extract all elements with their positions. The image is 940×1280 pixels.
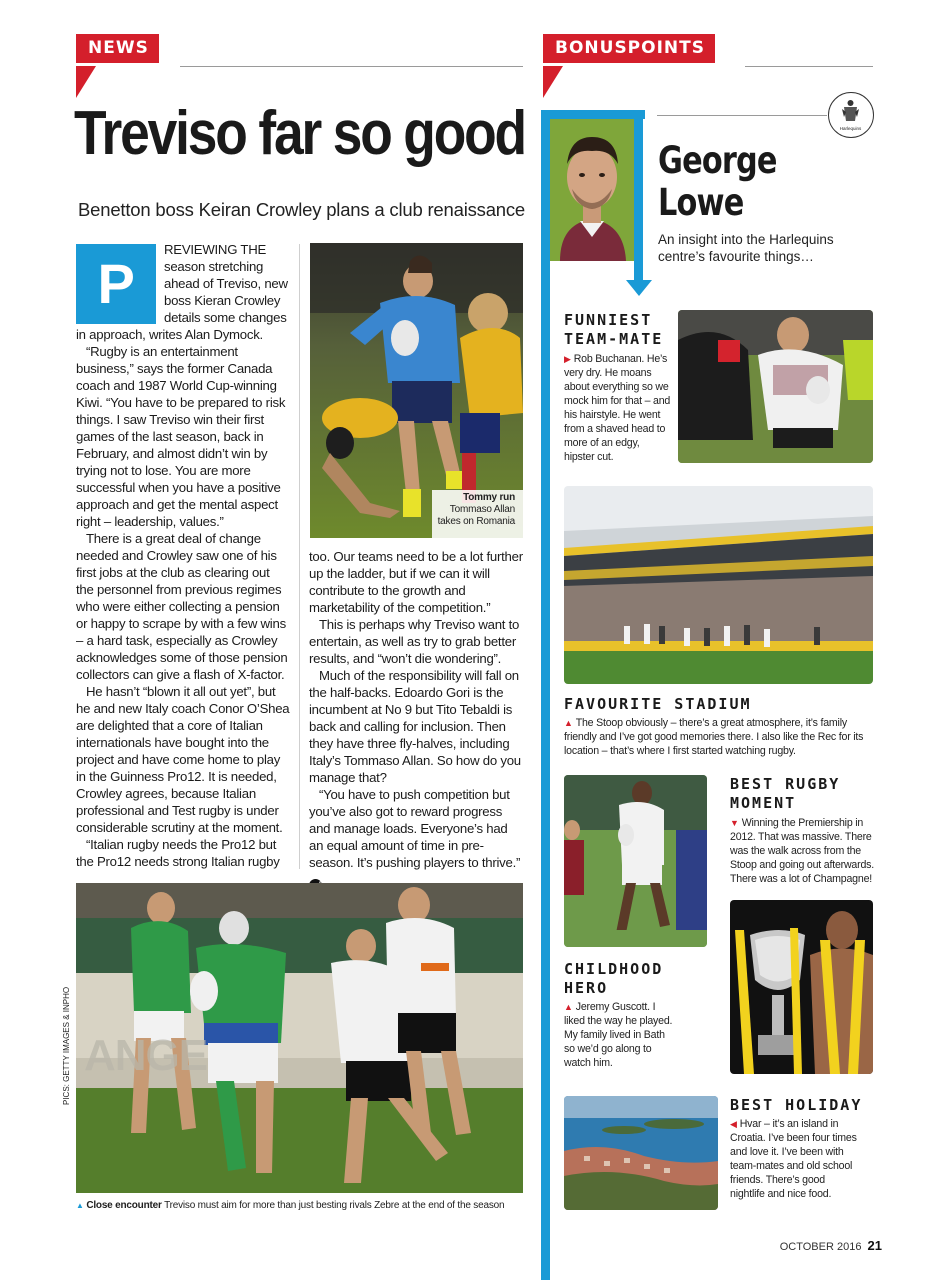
blue-vertical-bar — [541, 110, 550, 1280]
photo-tommaso-allan — [310, 243, 523, 538]
article-column-2 — [309, 548, 523, 892]
paragraph: too. Our teams need to be a lot further up the ladder, but if we can it will contribute to the growth and marketability of the competition.” — [309, 549, 523, 615]
fav-funniest-team-mate — [564, 311, 672, 464]
photo-jeremy-guscott — [564, 775, 707, 947]
bonus-tag: BONUSPOINTS — [543, 34, 715, 63]
bonus-rule — [745, 66, 873, 67]
photo-close-encounter — [76, 883, 523, 1193]
fav-text — [730, 1117, 862, 1201]
photo1-caption-line2: takes on Romania — [437, 516, 515, 527]
fav-text — [730, 816, 875, 886]
fav-text-body: Jeremy Guscott. I liked the way he played. My family lived in Bath so we’d go along to watch him. — [564, 1001, 673, 1069]
paragraph: Much of the responsibility will fall on the half-backs. Edoardo Gori is the incumbent at No 9 but Tito Tebaldi is back and calling for inclusion. Then they have three fly-halves, including Italy’s Tommaso Allan. So how do you manage that? — [309, 668, 521, 785]
photo-guscott-art — [564, 775, 707, 947]
blue-top-bar — [541, 110, 645, 119]
blue-arrow-stem — [634, 110, 643, 285]
fav-title: BEST HOLIDAY — [730, 1096, 863, 1114]
photo-hvar — [564, 1096, 718, 1210]
standfirst: Benetton boss Keiran Crowley plans a club renaissance — [78, 199, 526, 220]
fav-text-body: The Stoop obviously – there’s a great atmosphere, it’s family friendly and I’ve got good memories there. I also like the Rec for its location – that’s where I first started watching rugby. — [564, 717, 864, 757]
fav-text — [564, 352, 672, 464]
fav-title-line2: TEAM-MATE — [564, 330, 664, 348]
photo1-caption — [438, 492, 515, 528]
paragraph: He hasn’t “blown it all out yet”, but he and new Italy coach Conor O’Shea are delighted that a core of Italian internationals have bought into the project and have come home to play in the Guinness Pro12. It is needed, Crowley agrees, because Italian professional and Test rugby is under considerable scrutiny at the moment. — [76, 684, 290, 835]
paragraph — [309, 786, 523, 892]
photo-hvar-art — [564, 1096, 718, 1210]
fav-title-line1: BEST RUGBY — [730, 775, 841, 793]
profile-rule — [657, 115, 827, 116]
news-tag: NEWS — [76, 34, 159, 63]
caption-arrow-icon: ▲ — [76, 1201, 84, 1210]
paragraph: This is perhaps why Treviso want to entertain, as well as try to grab better results, and “won’t die wondering”. — [309, 617, 520, 666]
fav-title-line1: FUNNIEST — [564, 311, 653, 329]
photo-team-mate-art — [678, 310, 873, 463]
photo2-caption-title: Close encounter — [86, 1200, 162, 1211]
fav-text — [564, 716, 864, 758]
fav-text-body: Hvar – it’s an island in Croatia. I’ve been four times and love it. I’ve been with team-mates and old school friends. There’s good nightlife and nice food. — [730, 1118, 857, 1200]
harlequins-logo — [828, 92, 874, 138]
issue-date: OCTOBER 2016 — [779, 1241, 862, 1253]
fav-title — [730, 775, 875, 813]
fav-title: CHILDHOOD HERO — [564, 960, 664, 997]
first-name: George — [658, 139, 777, 182]
fav-childhood-hero — [564, 960, 709, 1070]
paragraph: “Italian rugby needs the Pro12 but the Pro12 needs strong Italian rugby — [76, 837, 280, 869]
article-column-1 — [76, 241, 290, 870]
portrait-george-lowe — [550, 119, 634, 261]
fav-text — [564, 1000, 676, 1070]
red-arrow-right-icon: ▶ — [564, 354, 571, 364]
headline: Treviso far so good — [74, 99, 525, 168]
logo-label: Harlequins — [839, 126, 862, 131]
photo2-caption — [76, 1200, 526, 1211]
photo-stoop-stadium — [564, 486, 873, 684]
fav-best-rugby-moment — [730, 775, 875, 886]
bonus-tag-tail — [543, 66, 563, 98]
photo-trophy-art — [730, 900, 873, 1074]
photo-premiership-trophy — [730, 900, 873, 1074]
portrait-art — [550, 119, 634, 261]
news-tag-tail — [76, 66, 96, 98]
photo2-caption-text: Treviso must aim for more than just besting rivals Zebre at the end of the season — [164, 1200, 505, 1211]
red-arrow-down-icon: ▼ — [730, 818, 739, 828]
fav-title — [564, 311, 672, 349]
news-rule — [180, 66, 523, 67]
fav-favourite-stadium — [564, 695, 864, 758]
sponsor-banner: ANGE — [84, 1031, 208, 1080]
paragraph: There is a great deal of change needed and Crowley saw one of his first jobs at the club as clearing out the personnel from previous regimes who were either collecting a pension or happy to scrape by with a few wins – a hard task, especially as Crowley acknowledges some of those pension collectors can give a flash of X-factor. — [76, 531, 288, 682]
profile-intro: An insight into the Harlequins centre’s favourite things… — [658, 232, 834, 264]
fav-title-line2: MOMENT — [730, 794, 797, 812]
photo1-caption-title: Tommy run — [463, 492, 515, 503]
column-divider — [299, 244, 300, 869]
photo1-caption-line1: Tommaso Allan — [449, 504, 515, 515]
red-arrow-left-icon: ◀ — [730, 1119, 737, 1129]
fav-title: FAVOURITE STADIUM — [564, 695, 752, 713]
page-number: 21 — [867, 1238, 882, 1253]
fav-text-body: Rob Buchanan. He’s very dry. He moans about everything so we mock him for that – and his hairstyle. He went from a shaved head to more of an edgy, hipster cut. — [564, 353, 671, 463]
paragraph: REVIEWING THE season stretching ahead of Treviso, new boss Kieran Crowley details some changes in approach, writes Alan Dymock. — [76, 242, 288, 342]
page-footer — [780, 1238, 882, 1253]
blue-arrow-down-icon — [626, 280, 652, 296]
drop-cap: P — [76, 244, 156, 324]
fav-text-body: Winning the Premiership in 2012. That was massive. There was the walk across from the Stoop and going out afterwards. There was a lot of Champagne! — [730, 817, 874, 885]
paragraph: “Rugby is an entertainment business,” says the former Canada coach and 1987 World Cup-winning Kiwi. “You have to be prepared to risk things. I saw Treviso win their first games of the last season, back in February, and almost didn’t win by trying not to lose. You are more successful when you have a positive approach and get the mental aspect right – leadership, values.” — [76, 344, 286, 529]
red-arrow-up-icon: ▲ — [564, 1002, 573, 1012]
pics-credit: PICS: GETTY IMAGES & INPHO — [62, 986, 71, 1105]
fav-best-holiday — [730, 1096, 875, 1201]
paragraph-text: “You have to push competition but you’ve also got to reward progress and manage loads. Everyone’s had an equal amount of time in pre-season. It’s pushing players to thrive.” — [309, 787, 521, 870]
last-name: Lowe — [658, 181, 744, 224]
photo-team-mate — [678, 310, 873, 463]
profile-name — [658, 140, 777, 224]
red-arrow-up-icon: ▲ — [564, 718, 573, 728]
photo-stadium-art — [564, 486, 873, 684]
